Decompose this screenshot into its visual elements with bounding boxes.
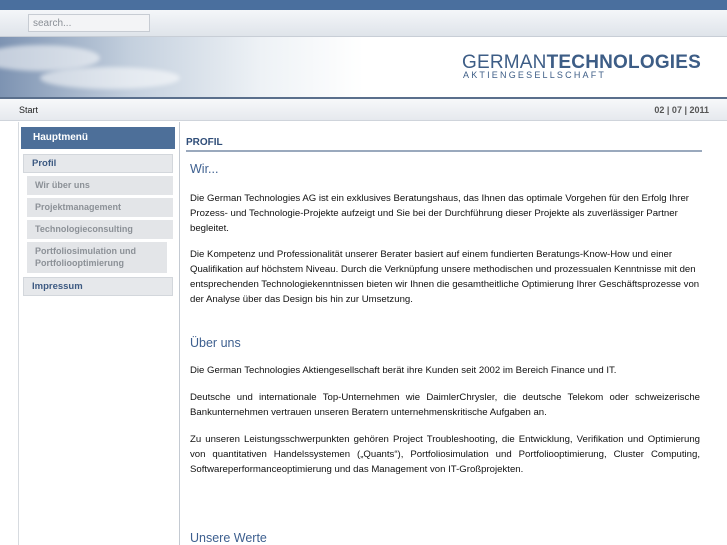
paragraph: Die German Technologies AG ist ein exklusives Beratungshaus, das Ihnen das optimale Vorgehen für den Erfolg Ihrer Prozess- und Technologie-Projekte aufzeigt und Sie bei der Durchführung dieser Projekte als zuverlässiger Partner begleitet. xyxy=(190,193,689,234)
sidebar-item-wir-ueber-uns[interactable]: Wir über uns xyxy=(27,176,173,195)
breadcrumb[interactable]: Start xyxy=(19,105,39,115)
heading-ueber-uns: Über uns xyxy=(190,336,241,350)
sidebar xyxy=(18,122,180,545)
sidebar-heading: Hauptmenü xyxy=(21,127,175,149)
brand-subtitle: AKTIENGESELLSCHAFT xyxy=(463,70,607,80)
paragraph: Die Kompetenz und Professionalität unserer Berater basiert auf einem fundierten Beratungs-Know-How und einer Qualifikation auf höchstem Niveau. Durch die Verknüpfung unsere methodischen und prozessualen Kenntnisse mit den entsprechenden Technologiekenntnissen bieten wir Ihnen die gesamtheitliche Optimierung Ihrer Geschäftsprozesse von der Analyse über das Design bis hin zur Umsetzung. xyxy=(190,249,700,305)
brand-name-light: GERMAN xyxy=(462,52,547,73)
current-date: 02 | 07 | 2011 xyxy=(654,105,709,115)
top-bar xyxy=(0,0,727,10)
heading-wir: Wir... xyxy=(190,162,219,176)
sidebar-item-profil[interactable]: Profil xyxy=(23,154,173,173)
sidebar-item-projektmanagement[interactable]: Projektmanagement xyxy=(27,198,173,217)
sidebar-item-technologieconsulting[interactable]: Technologieconsulting xyxy=(27,220,173,239)
banner-cloud xyxy=(40,67,180,89)
search-input[interactable] xyxy=(28,14,150,32)
breadcrumb-bar xyxy=(0,97,727,121)
paragraph: Deutsche und internationale Top-Unternehmen wie DaimlerChrysler, die deutsche Telekom oder schweizerische Bankunternehmen vertrauen unseren Beratern unternehmenskritische Aufgaben an. xyxy=(190,392,700,418)
paragraph: Die German Technologies Aktiengesellschaft berät ihre Kunden seit 2002 im Bereich Finance und IT. xyxy=(190,365,617,376)
header-banner xyxy=(0,37,727,97)
search-bar xyxy=(0,10,727,37)
heading-unsere-werte: Unsere Werte xyxy=(190,531,267,545)
brand-name-bold: TECHNOLOGIES xyxy=(546,52,702,73)
section-title: PROFIL xyxy=(186,137,702,152)
sidebar-item-portfoliosimulation[interactable]: Portfoliosimulation und Portfoliooptimierung xyxy=(27,242,167,273)
paragraph: Zu unseren Leistungsschwerpunkten gehören Project Troubleshooting, die Entwicklung, Verifikation und Optimierung von quantitativen Handelssystemen („Quants“), Portfoliosimulation und Portfoliooptimierung, Cluster Computing, Softwareperformanceoptimierung und das Management von IT-Großprojekten. xyxy=(190,434,700,475)
sidebar-item-impressum[interactable]: Impressum xyxy=(23,277,173,296)
